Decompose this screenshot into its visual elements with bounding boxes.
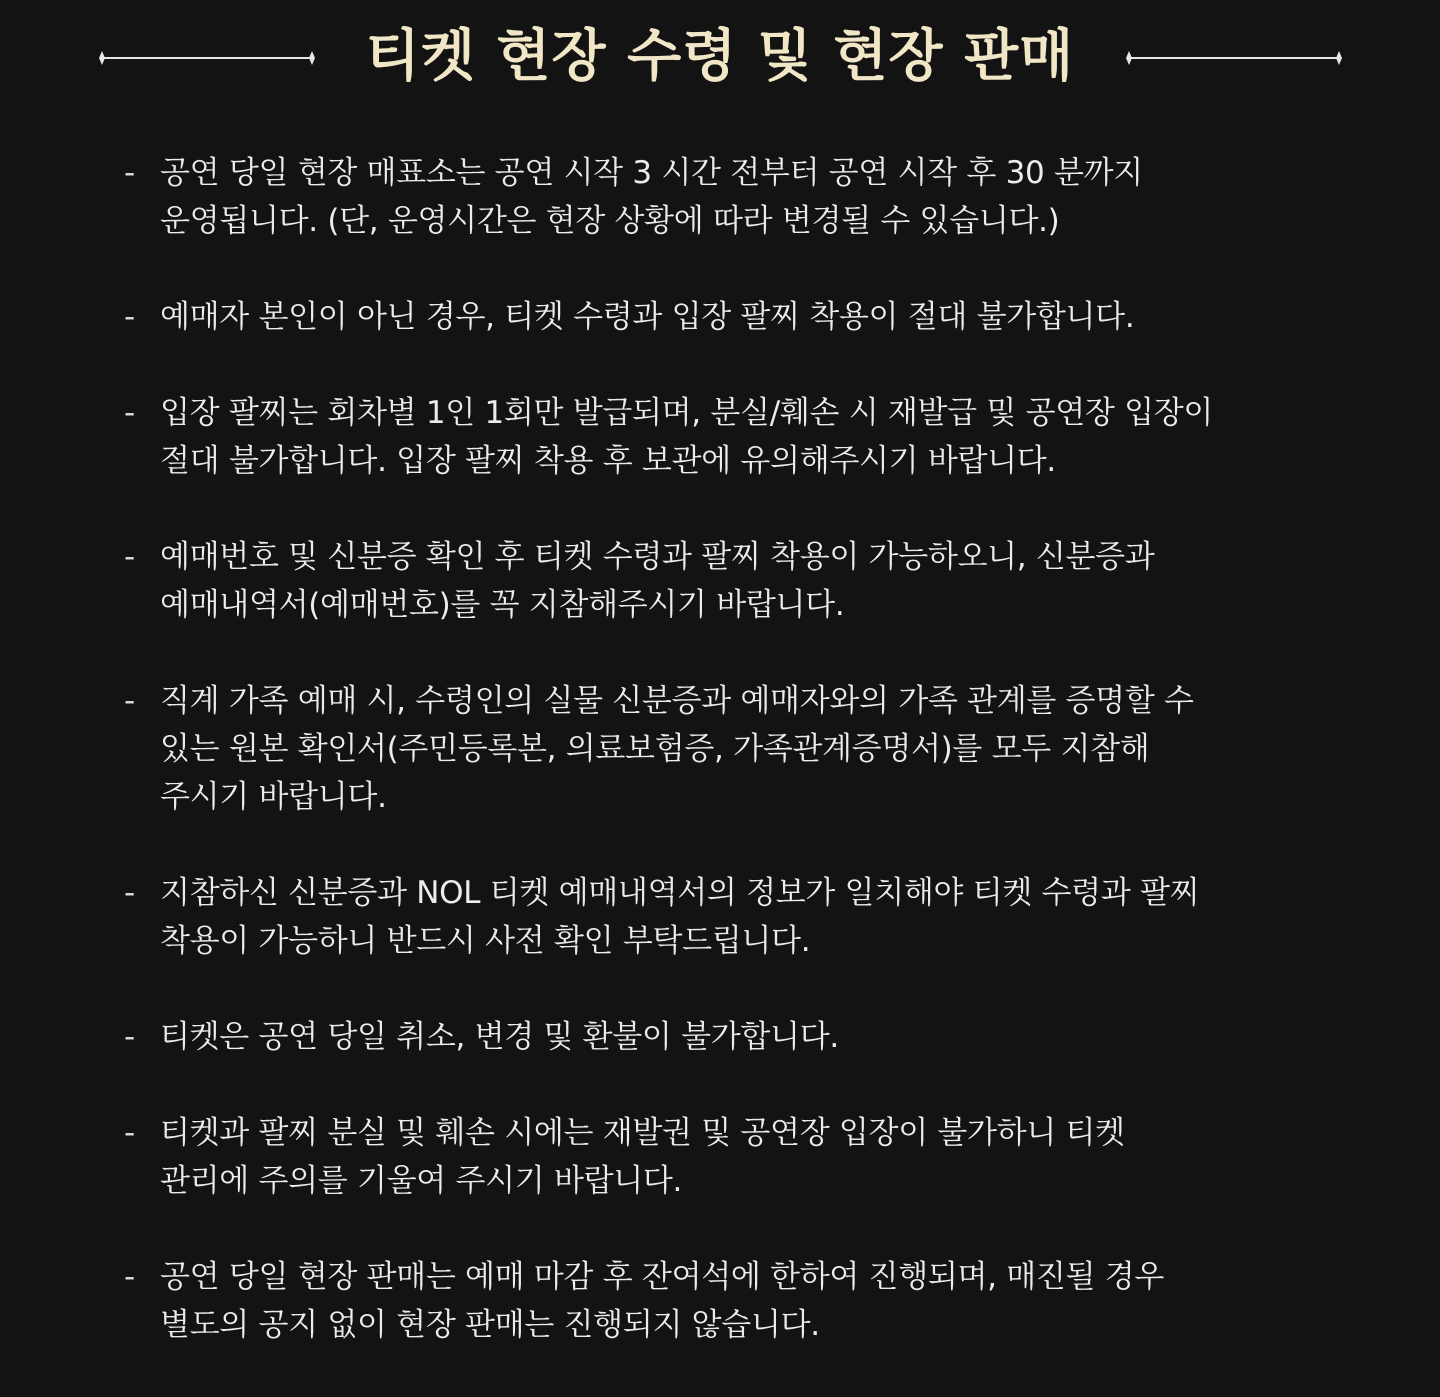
notice-text-line: 공연 당일 현장 판매는 예매 마감 후 잔여석에 한하여 진행되며, 매진될 경우	[160, 1259, 1165, 1295]
notice-item	[124, 1013, 1354, 1061]
page-title: 티켓 현장 수령 및 현장 판매	[365, 24, 1075, 89]
notice-text-line: 별도의 공지 없이 현장 판매는 진행되지 않습니다.	[160, 1307, 820, 1343]
notice-text-line: 주시기 바랍니다.	[160, 779, 387, 815]
right-ornament-line	[1121, 48, 1347, 68]
notice-item	[124, 1253, 1354, 1349]
notice-text-line: 절대 불가합니다. 입장 팔찌 착용 후 보관에 유의해주시기 바랍니다.	[160, 443, 1056, 479]
notice-text-line: 운영됩니다. (단, 운영시간은 현장 상황에 따라 변경될 수 있습니다.)	[160, 203, 1060, 239]
header	[0, 18, 1440, 100]
notice-text-line: 관리에 주의를 기울여 주시기 바랍니다.	[160, 1163, 683, 1199]
notice-item	[124, 533, 1354, 629]
notice-text-line: 직계 가족 예매 시, 수령인의 실물 신분증과 예매자와의 가족 관계를 증명할 수	[160, 683, 1194, 719]
notice-text-line: 예매번호 및 신분증 확인 후 티켓 수령과 팔찌 착용이 가능하오니, 신분증과	[160, 539, 1155, 575]
bullet-dash: -	[124, 1115, 135, 1151]
bullet-dash: -	[124, 1019, 135, 1055]
notice-text-line: 예매자 본인이 아닌 경우, 티켓 수령과 입장 팔찌 착용이 절대 불가합니다.	[160, 299, 1135, 335]
notice-text-line: 있는 원본 확인서(주민등록본, 의료보험증, 가족관계증명서)를 모두 지참해	[160, 731, 1150, 767]
bullet-dash: -	[124, 395, 135, 431]
notice-text-line: 티켓과 팔찌 분실 및 훼손 시에는 재발권 및 공연장 입장이 불가하니 티켓	[160, 1115, 1125, 1151]
notice-text-line: 예매내역서(예매번호)를 꼭 지참해주시기 바랍니다.	[160, 587, 845, 623]
notice-item	[124, 677, 1354, 821]
bullet-dash: -	[124, 875, 135, 911]
bullet-dash: -	[124, 299, 135, 335]
notice-item	[124, 389, 1354, 485]
notice-item	[124, 149, 1354, 245]
notice-item	[124, 293, 1354, 341]
notice-text-line: 공연 당일 현장 매표소는 공연 시작 3 시간 전부터 공연 시작 후 30 분까지	[160, 155, 1143, 191]
bullet-dash: -	[124, 1259, 135, 1295]
notice-text-line: 티켓은 공연 당일 취소, 변경 및 환불이 불가합니다.	[160, 1019, 839, 1055]
notice-text-line: 입장 팔찌는 회차별 1인 1회만 발급되며, 분실/훼손 시 재발급 및 공연장 입장이	[160, 395, 1214, 431]
bullet-dash: -	[124, 155, 135, 191]
notice-text-line: 착용이 가능하니 반드시 사전 확인 부탁드립니다.	[160, 923, 811, 959]
notice-list	[124, 149, 1354, 1397]
notice-item	[124, 869, 1354, 965]
notice-item	[124, 1109, 1354, 1205]
bullet-dash: -	[124, 683, 135, 719]
notice-text-line: 지참하신 신분증과 NOL 티켓 예매내역서의 정보가 일치해야 티켓 수령과 팔찌	[160, 875, 1200, 911]
bullet-dash: -	[124, 539, 135, 575]
